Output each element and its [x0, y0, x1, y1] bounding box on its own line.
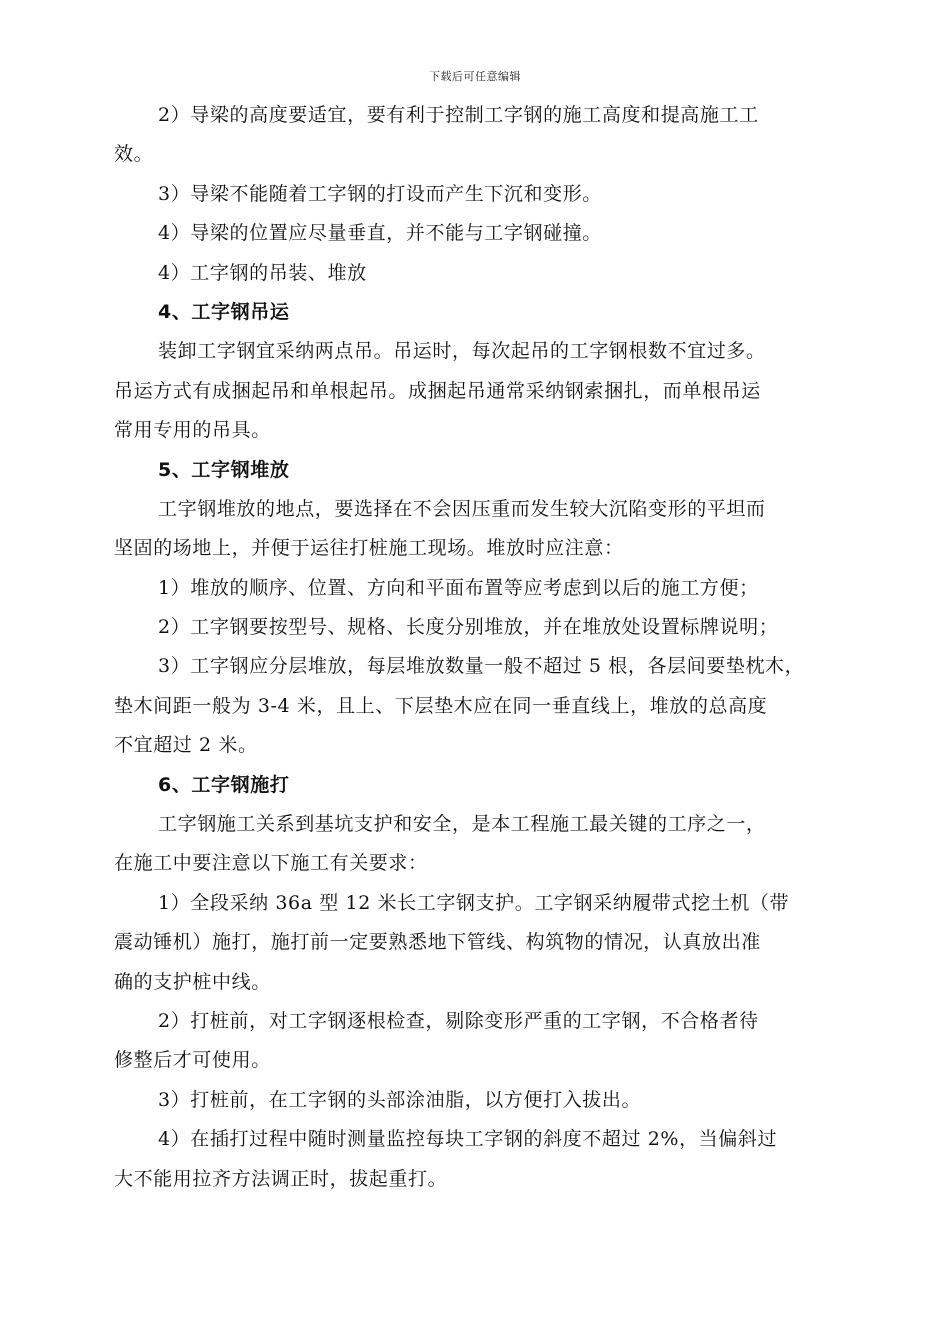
paragraph-line: 3）工字钢应分层堆放，每层堆放数量一般不超过 5 根，各层间要垫枕木，: [158, 655, 805, 678]
paragraph-line: 效。: [114, 143, 154, 166]
paragraph-line: 修整后才可使用。: [114, 1049, 271, 1072]
paragraph-line: 工字钢堆放的地点，要选择在不会因压重而发生较大沉陷变形的平坦而: [158, 497, 766, 520]
paragraph-line: 常用专用的吊具。: [114, 419, 271, 442]
paragraph-line: 大不能用拉齐方法调正时，拔起重打。: [114, 1167, 448, 1190]
paragraph-line: 垫木间距一般为 3-4 米，且上、下层垫木应在同一垂直线上，堆放的总高度: [114, 694, 768, 717]
paragraph-line: 震动锤机）施打，施打前一定要熟悉地下管线、构筑物的情况，认真放出准: [114, 931, 761, 954]
page-header: 下载后可任意编辑: [429, 70, 521, 83]
section-heading: 6、工字钢施打: [158, 773, 290, 796]
paragraph-line: 4）导梁的位置应尽量垂直，并不能与工字钢碰撞。: [158, 222, 602, 245]
paragraph-line: 4）工字钢的吊装、堆放: [158, 261, 367, 284]
paragraph-line: 确的支护桩中线。: [114, 970, 271, 993]
paragraph-line: 在施工中要注意以下施工有关要求：: [114, 852, 428, 875]
paragraph-line: 3）打桩前，在工字钢的头部涂油脂，以方便打入拔出。: [158, 1088, 642, 1111]
paragraph-line: 1）全段采纳 36a 型 12 米长工字钢支护。工字钢采纳履带式挖土机（带: [158, 891, 790, 914]
paragraph-line: 2）导梁的高度要适宜，要有利于控制工字钢的施工高度和提高施工工: [158, 104, 759, 126]
paragraph-line: 不宜超过 2 米。: [114, 734, 258, 757]
section-heading: 4、工字钢吊运: [158, 300, 290, 323]
paragraph-line: 坚固的场地上，并便于运往打桩施工现场。堆放时应注意：: [114, 537, 624, 560]
section-heading: 5、工字钢堆放: [158, 458, 290, 481]
paragraph-line: 工字钢施工关系到基坑支护和安全，是本工程施工最关键的工序之一，: [158, 813, 766, 836]
paragraph-line: 装卸工字钢宜采纳两点吊。吊运时，每次起吊的工字钢根数不宜过多。: [158, 340, 766, 363]
paragraph-line: 吊运方式有成捆起吊和单根起吊。成捆起吊通常采纳钢索捆扎，而单根吊运: [114, 379, 761, 402]
document-body: [114, 96, 876, 1199]
paragraph-line: 4）在插打过程中随时测量监控每块工字钢的斜度不超过 2%，当偏斜过: [158, 1128, 778, 1151]
paragraph-line: 2）打桩前，对工字钢逐根检查，剔除变形严重的工字钢，不合格者待: [158, 1009, 759, 1032]
paragraph-line: 2）工字钢要按型号、规格、长度分别堆放，并在堆放处设置标牌说明；: [158, 616, 779, 639]
paragraph-line: 1）堆放的顺序、位置、方向和平面布置等应考虑到以后的施工方便；: [158, 576, 759, 599]
paragraph-line: 3）导梁不能随着工字钢的打设而产生下沉和变形。: [158, 182, 602, 205]
